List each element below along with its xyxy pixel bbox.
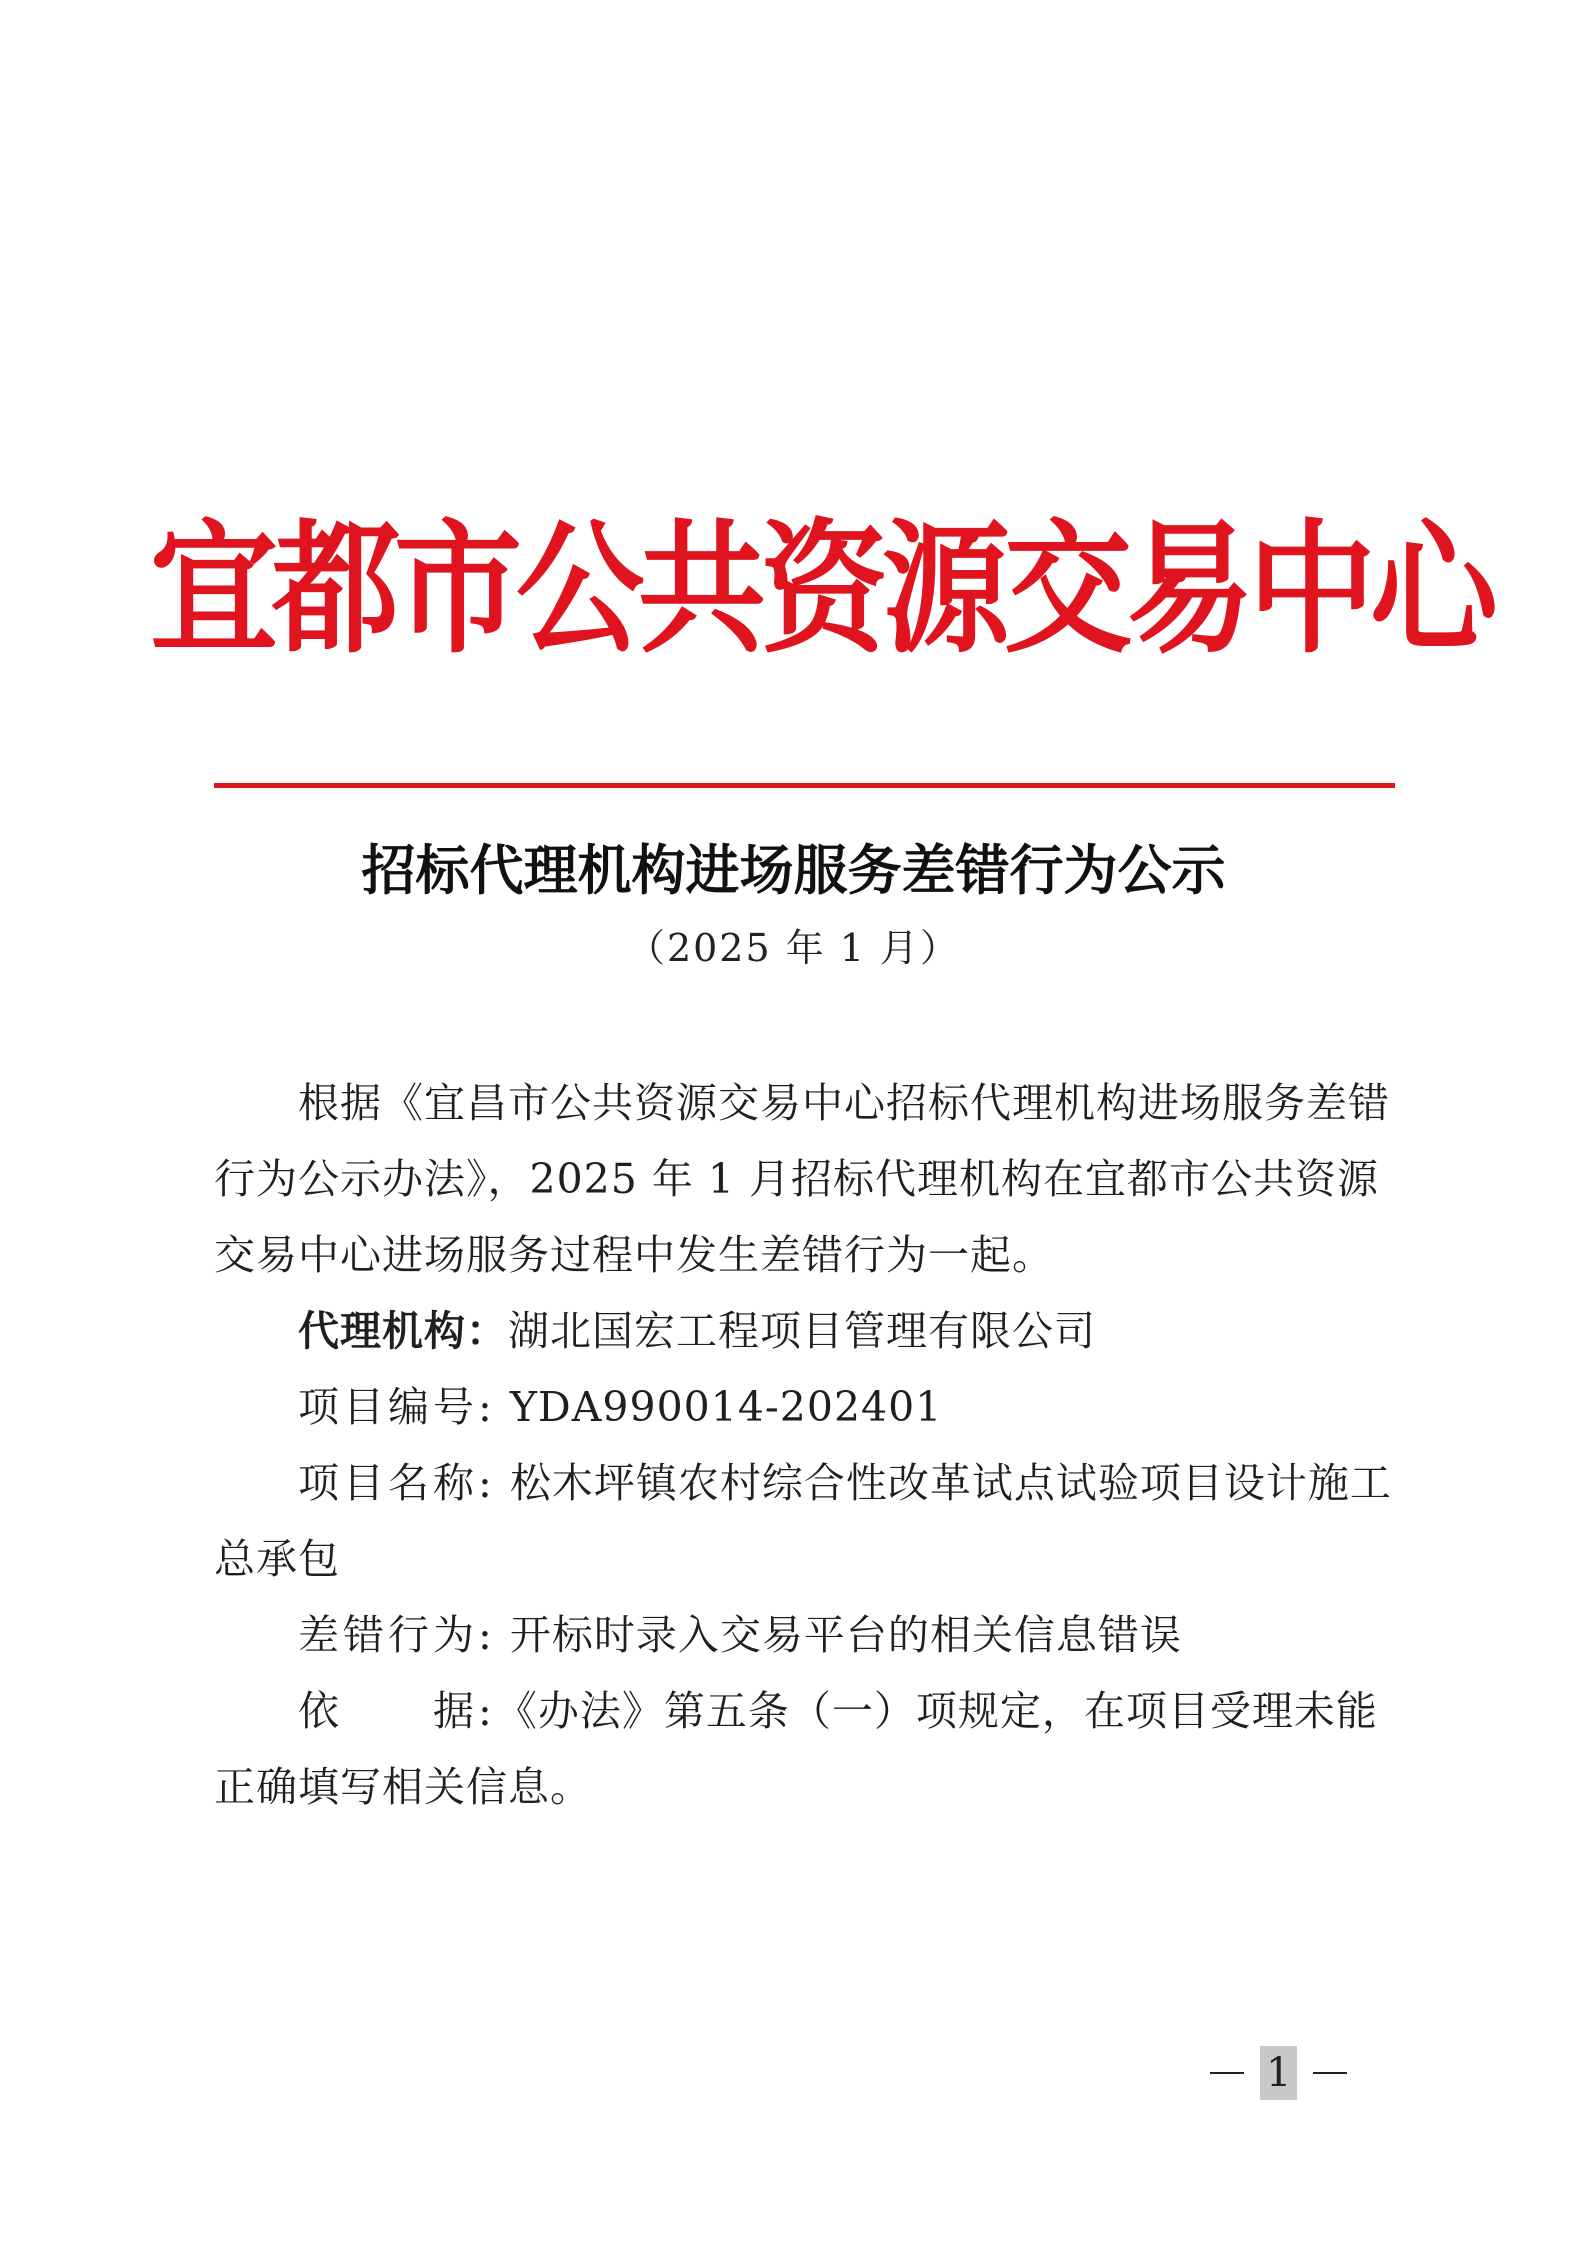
basis-label: 依 据:	[298, 1687, 496, 1735]
project-name-row	[214, 1445, 1395, 1597]
basis-value: 《办法》第五条（一）项规定，在项目受理未能正确填写相关信息。	[214, 1687, 1378, 1811]
project-name-label: 项目名称:	[298, 1459, 496, 1507]
agency-label: 代理机构：	[298, 1307, 508, 1355]
error-behavior-row	[214, 1597, 1395, 1673]
intro-paragraph: 根据《宜昌市公共资源交易中心招标代理机构进场服务差错行为公示办法》，2025 年 1 月招标代理机构在宜都市公共资源交易中心进场服务过程中发生差错行为一起。	[214, 1079, 1390, 1279]
error-behavior-value: 开标时录入交易平台的相关信息错误	[495, 1611, 1182, 1659]
document-title: 招标代理机构进场服务差错行为公示	[361, 838, 1226, 902]
agency-row	[214, 1293, 1395, 1369]
masthead-organization: 宜都市公共资源交易中心	[150, 505, 1493, 674]
project-code-label: 项目编号:	[298, 1383, 496, 1431]
page-number-footer	[1210, 2040, 1370, 2100]
project-code-row	[214, 1369, 1395, 1445]
page-number: 1	[1260, 2046, 1297, 2100]
error-behavior-label: 差错行为:	[298, 1611, 496, 1659]
left-dash	[1210, 2072, 1244, 2074]
project-code-value: YDA990014-202401	[495, 1383, 943, 1431]
right-dash	[1313, 2072, 1347, 2074]
agency-value: 湖北国宏工程项目管理有限公司	[508, 1307, 1096, 1355]
red-divider-rule	[214, 783, 1395, 788]
document-date: （2025 年 1 月）	[626, 926, 961, 970]
project-name-value: 松木坪镇农村综合性改革试点试验项目设计施工总承包	[214, 1459, 1392, 1583]
basis-row	[214, 1673, 1395, 1825]
